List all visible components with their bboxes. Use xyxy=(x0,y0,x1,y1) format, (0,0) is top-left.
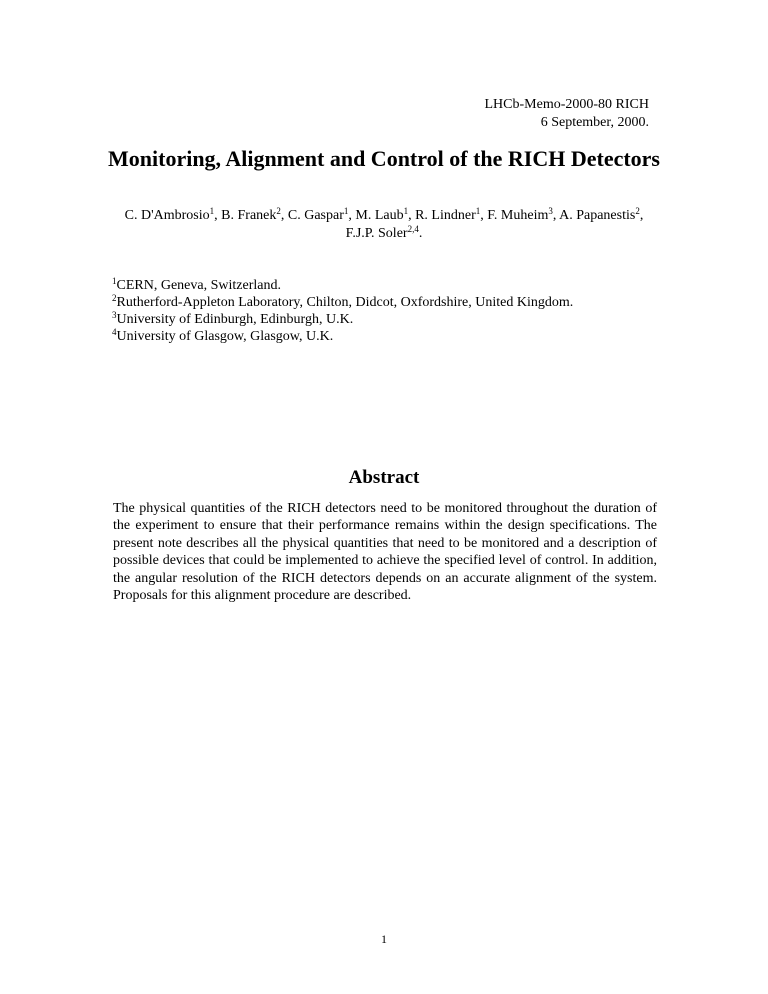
author xyxy=(559,208,643,223)
affiliation-marker: 3 xyxy=(112,310,117,320)
author xyxy=(221,208,288,223)
memo-number: LHCb-Memo-2000-80 RICH xyxy=(484,97,649,112)
author-affiliation-marker: 2,4 xyxy=(407,224,419,234)
abstract-text: The physical quantities of the RICH detectors need to be monitored throughout the duration of the experiment to ensure that their performance remains within the design specifications. The present note describes all the physical quantities that need to be monitored and a description of possible devices that could be implemented to achieve the specified level of control. In addition, the angular resolution of the RICH detectors depends on an accurate alignment of the system. Proposals for this alignment procedure are described. xyxy=(113,501,657,604)
affiliation xyxy=(112,294,672,311)
author-name: C. D'Ambrosio xyxy=(124,208,210,223)
author-affiliation-marker: 1 xyxy=(343,206,349,216)
author-name: C. Gaspar xyxy=(287,208,344,223)
author-separator: , xyxy=(639,208,644,223)
author xyxy=(346,226,423,241)
affiliation xyxy=(112,328,672,345)
author-separator: , xyxy=(552,208,560,223)
author-separator: , xyxy=(280,208,288,223)
affiliation-text: University of Glasgow, Glasgow, U.K. xyxy=(116,329,334,344)
author-affiliation-marker: 1 xyxy=(403,206,409,216)
affiliation-marker: 1 xyxy=(112,276,117,286)
author-name: M. Laub xyxy=(355,208,404,223)
author xyxy=(487,208,559,223)
author-affiliation-marker: 1 xyxy=(475,206,481,216)
author-affiliation-marker: 1 xyxy=(209,206,215,216)
author-separator: , xyxy=(480,208,488,223)
author-name: F. Muheim xyxy=(487,208,549,223)
author-name: R. Lindner xyxy=(415,208,476,223)
affiliation-text: Rutherford-Appleton Laboratory, Chilton, Didcot, Oxfordshire, United Kingdom. xyxy=(116,295,574,310)
author-name: B. Franek xyxy=(221,208,277,223)
author-affiliation-marker: 3 xyxy=(548,206,553,216)
memo-date: 6 September, 2000. xyxy=(540,115,649,130)
author-affiliation-marker: 2 xyxy=(276,206,281,216)
author-affiliation-marker: 2 xyxy=(635,206,640,216)
author-separator: . xyxy=(418,226,423,241)
affiliation xyxy=(112,311,672,328)
author xyxy=(288,208,356,223)
author-separator: , xyxy=(348,208,356,223)
author-name: F.J.P. Soler xyxy=(345,226,408,241)
author xyxy=(355,208,415,223)
affiliation-list xyxy=(112,277,672,345)
author-separator: , xyxy=(408,208,416,223)
author xyxy=(125,208,221,223)
author-separator: , xyxy=(214,208,222,223)
affiliation-marker: 4 xyxy=(112,327,117,337)
author xyxy=(415,208,487,223)
affiliation-text: CERN, Geneva, Switzerland. xyxy=(116,278,281,293)
page-number: 1 xyxy=(381,932,387,946)
memo-reference xyxy=(485,96,650,132)
paper-title: Monitoring, Alignment and Control of the RICH Detectors xyxy=(108,146,660,171)
author-name: A. Papanestis xyxy=(559,208,636,223)
abstract-heading: Abstract xyxy=(348,467,420,488)
affiliation xyxy=(112,277,672,294)
affiliation-marker: 2 xyxy=(112,293,117,303)
affiliation-text: University of Edinburgh, Edinburgh, U.K. xyxy=(116,312,354,327)
author-list xyxy=(90,207,678,243)
